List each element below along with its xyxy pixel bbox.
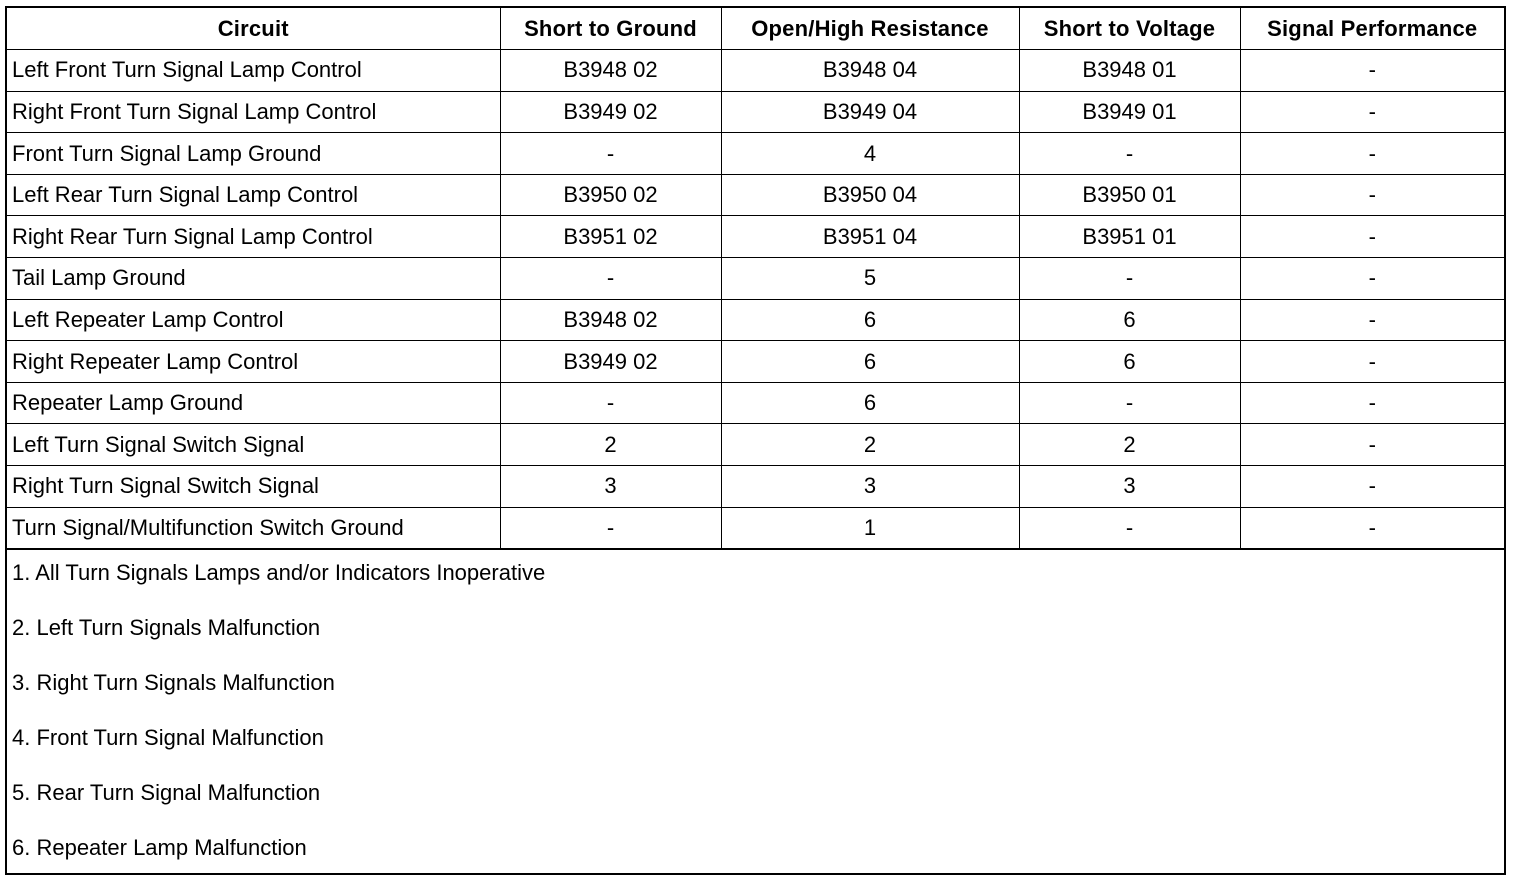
table-row [7,91,1504,133]
short-to-ground-cell: B3950 02 [500,174,721,216]
footnote: 5. Rear Turn Signal Malfunction [12,780,321,806]
signal-performance-cell: - [1240,341,1504,383]
footnotes [7,549,1504,881]
circuit-cell: Right Rear Turn Signal Lamp Control [7,216,500,258]
signal-performance-cell: - [1240,507,1504,549]
footnote: 6. Repeater Lamp Malfunction [12,835,307,861]
short-to-voltage-cell: - [1019,382,1240,424]
circuit-cell: Left Turn Signal Switch Signal [7,424,500,466]
short-to-ground-cell: - [500,507,721,549]
short-to-ground-cell: - [500,382,721,424]
signal-performance-cell: - [1240,424,1504,466]
circuit-cell: Left Repeater Lamp Control [7,299,500,341]
table-row [7,466,1504,508]
open-high-resistance-cell: B3949 04 [721,91,1019,133]
circuit-cell: Front Turn Signal Lamp Ground [7,133,500,175]
header-short-to-voltage: Short to Voltage [1019,8,1240,50]
circuit-cell: Tail Lamp Ground [7,258,500,300]
short-to-voltage-cell: B3950 01 [1019,174,1240,216]
short-to-voltage-cell: 3 [1019,466,1240,508]
open-high-resistance-cell: 5 [721,258,1019,300]
table-row [7,133,1504,175]
signal-performance-cell: - [1240,299,1504,341]
signal-performance-cell: - [1240,216,1504,258]
open-high-resistance-cell: 6 [721,382,1019,424]
short-to-voltage-cell: - [1019,133,1240,175]
short-to-ground-cell: B3948 02 [500,299,721,341]
short-to-voltage-cell: - [1019,258,1240,300]
short-to-ground-cell: B3949 02 [500,91,721,133]
circuit-cell: Left Rear Turn Signal Lamp Control [7,174,500,216]
signal-performance-cell: - [1240,91,1504,133]
short-to-voltage-cell: B3949 01 [1019,91,1240,133]
open-high-resistance-cell: 2 [721,424,1019,466]
short-to-ground-cell: B3948 02 [500,50,721,92]
short-to-ground-cell: - [500,258,721,300]
signal-performance-cell: - [1240,466,1504,508]
circuit-cell: Right Repeater Lamp Control [7,341,500,383]
signal-performance-cell: - [1240,174,1504,216]
footnote: 1. All Turn Signals Lamps and/or Indicators Inoperative [12,560,546,586]
open-high-resistance-cell: B3951 04 [721,216,1019,258]
open-high-resistance-cell: 3 [721,466,1019,508]
table-row [7,50,1504,92]
circuit-cell: Left Front Turn Signal Lamp Control [7,50,500,92]
short-to-voltage-cell: 6 [1019,341,1240,383]
short-to-voltage-cell: B3951 01 [1019,216,1240,258]
short-to-ground-cell: B3951 02 [500,216,721,258]
circuit-cell: Right Turn Signal Switch Signal [7,466,500,508]
diagnostic-table [7,8,1504,549]
signal-performance-cell: - [1240,382,1504,424]
table-header-row [7,8,1504,50]
table-row [7,424,1504,466]
header-circuit: Circuit [7,8,500,50]
open-high-resistance-cell: B3948 04 [721,50,1019,92]
open-high-resistance-cell: 1 [721,507,1019,549]
diagnostic-table-frame [5,6,1506,875]
table-row [7,299,1504,341]
signal-performance-cell: - [1240,50,1504,92]
header-open-high-resistance: Open/High Resistance [721,8,1019,50]
open-high-resistance-cell: 4 [721,133,1019,175]
open-high-resistance-cell: B3950 04 [721,174,1019,216]
short-to-ground-cell: B3949 02 [500,341,721,383]
open-high-resistance-cell: 6 [721,299,1019,341]
footnote: 4. Front Turn Signal Malfunction [12,725,324,751]
short-to-voltage-cell: 6 [1019,299,1240,341]
short-to-voltage-cell: B3948 01 [1019,50,1240,92]
open-high-resistance-cell: 6 [721,341,1019,383]
circuit-cell: Right Front Turn Signal Lamp Control [7,91,500,133]
table-row [7,216,1504,258]
circuit-cell: Turn Signal/Multifunction Switch Ground [7,507,500,549]
table-row [7,507,1504,549]
table-row [7,258,1504,300]
footnote: 2. Left Turn Signals Malfunction [12,615,321,641]
header-short-to-ground: Short to Ground [500,8,721,50]
circuit-cell: Repeater Lamp Ground [7,382,500,424]
header-signal-performance: Signal Performance [1240,8,1504,50]
short-to-voltage-cell: - [1019,507,1240,549]
signal-performance-cell: - [1240,258,1504,300]
short-to-ground-cell: 2 [500,424,721,466]
table-row [7,174,1504,216]
footnote: 3. Right Turn Signals Malfunction [12,670,335,696]
table-row [7,382,1504,424]
short-to-ground-cell: 3 [500,466,721,508]
table-row [7,341,1504,383]
short-to-ground-cell: - [500,133,721,175]
signal-performance-cell: - [1240,133,1504,175]
short-to-voltage-cell: 2 [1019,424,1240,466]
